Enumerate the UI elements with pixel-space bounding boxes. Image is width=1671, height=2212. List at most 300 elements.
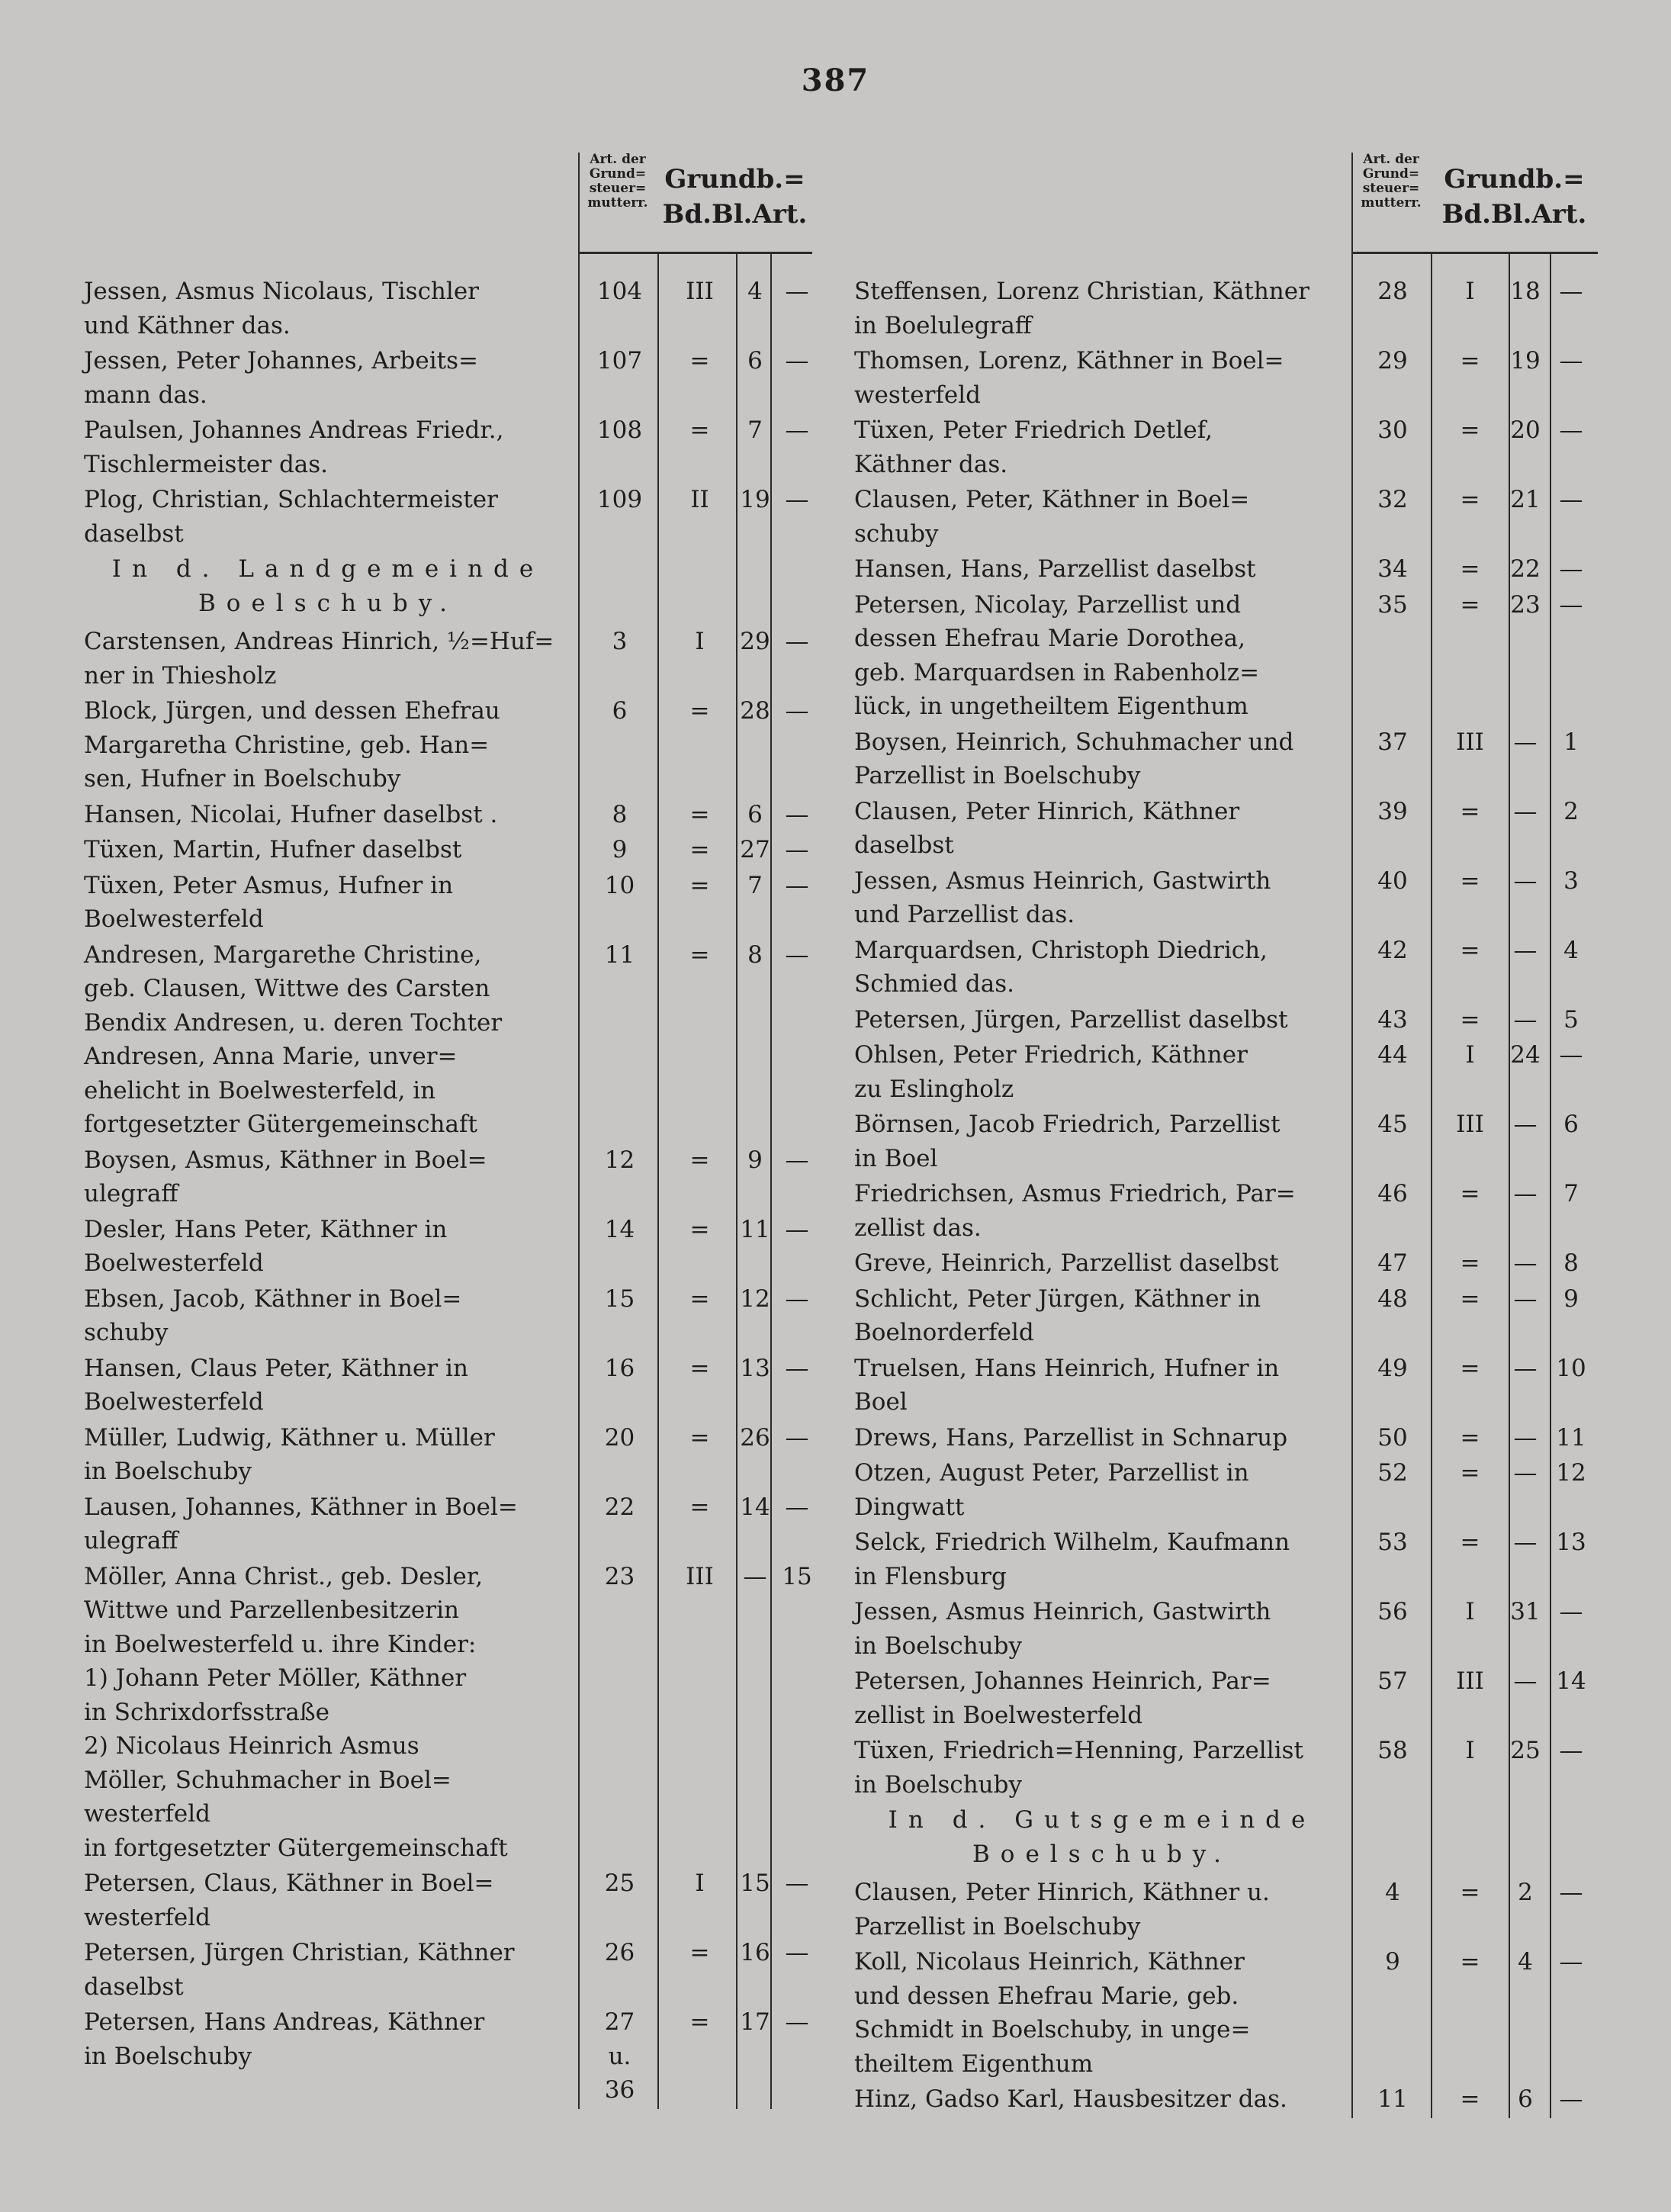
entry-art-number: 11	[604, 940, 635, 969]
entry-name-line: in Boelschuby	[854, 1770, 1022, 1799]
entry-art-number: 11	[1377, 2085, 1408, 2113]
entry-art-number: 57	[1377, 1667, 1408, 1695]
entry-blatt: 16	[740, 1939, 770, 1966]
entry-band: I	[1465, 1598, 1475, 1625]
entry-name-line: daselbst	[84, 519, 184, 548]
entry-name-line: Paulsen, Johannes Andreas Friedr.,	[84, 416, 504, 444]
art-header	[1351, 153, 1431, 259]
grundbuch-header-line: Bd.Bl.Art.	[1441, 199, 1587, 230]
entry-band: =	[1460, 1459, 1480, 1487]
entry-article: —	[785, 347, 809, 375]
column-rule	[736, 252, 737, 2109]
entry-blatt: 4	[747, 278, 763, 305]
section-heading: In d. Landgemeinde	[111, 555, 545, 583]
page-number: 387	[801, 63, 870, 98]
entry-name-line: Käthner das.	[854, 450, 1008, 478]
entry-article: —	[785, 697, 809, 725]
entry-name-line: Boelwesterfeld	[84, 1249, 264, 1277]
entry-name-line: Petersen, Nicolay, Parzellist und	[854, 590, 1242, 619]
art-header-line: mutterr.	[587, 195, 648, 211]
entry-name-line: sen, Hufner in Boelschuby	[84, 765, 401, 793]
entry-band: =	[689, 1215, 710, 1243]
entry-blatt: 15	[740, 1870, 770, 1897]
entry-band: I	[695, 628, 705, 655]
entry-blatt: 31	[1510, 1598, 1541, 1625]
entry-art-number: 56	[1377, 1598, 1408, 1625]
entry-art-number: 104	[596, 278, 643, 305]
entry-article: —	[1559, 1598, 1583, 1625]
entry-name-line: Tüxen, Peter Friedrich Detlef,	[854, 416, 1213, 444]
entry-name-line: Clausen, Peter Hinrich, Käthner	[854, 797, 1240, 825]
entry-art-number: 46	[1377, 1180, 1408, 1207]
entry-blatt: —	[1513, 728, 1538, 756]
entry-blatt: 17	[740, 2008, 770, 2036]
entry-name-line: Schmidt in Boelschuby, in unge=	[854, 2016, 1251, 2043]
entry-name-line: Jessen, Asmus Heinrich, Gastwirth	[854, 1598, 1271, 1625]
entry-art-number: 40	[1377, 866, 1408, 895]
entry-name-line: Möller, Anna Christ., geb. Desler,	[84, 1562, 484, 1590]
section-heading: Boelschuby.	[972, 1840, 1232, 1868]
entry-art-number: 6	[612, 697, 628, 725]
entry-name-line: Marquardsen, Christoph Diedrich,	[854, 936, 1268, 964]
entry-name-line: ulegraff	[84, 1180, 178, 1207]
entry-name-line: Schlicht, Peter Jürgen, Käthner in	[854, 1284, 1261, 1313]
entry-art-number: 14	[604, 1215, 635, 1243]
entry-art-number: 9	[612, 836, 628, 863]
entry-name-line: schuby	[84, 1319, 169, 1346]
entry-band: III	[686, 1562, 714, 1590]
entry-name-line: Truelsen, Hans Heinrich, Hufner in	[854, 1354, 1280, 1382]
entry-article: —	[785, 836, 809, 863]
entry-band: =	[689, 697, 710, 725]
section-heading: Boelschuby.	[198, 589, 458, 617]
entry-band: =	[689, 1423, 710, 1452]
grundbuch-header-line: Grundb.=	[1444, 164, 1585, 195]
entry-blatt: 19	[740, 486, 770, 513]
entry-art-number: 12	[604, 1146, 635, 1174]
entry-article: —	[785, 1146, 809, 1174]
entry-name-line: Desler, Hans Peter, Käthner in	[84, 1215, 448, 1243]
entry-band: =	[1460, 590, 1480, 619]
art-header	[578, 153, 657, 259]
entry-name-line: daselbst	[84, 1972, 184, 2001]
entry-name-line: in fortgesetzter Gütergemeinschaft	[84, 1834, 508, 1862]
entry-blatt: 11	[740, 1215, 770, 1243]
entry-article: —	[785, 486, 809, 513]
entry-name-line: 1) Johann Peter Möller, Käthner	[84, 1664, 467, 1692]
entry-blatt: 24	[1510, 1041, 1541, 1069]
art-header-line: steuer=	[589, 181, 647, 196]
entry-name-line: Schmied das.	[854, 970, 1015, 998]
entry-art-number: 22	[604, 1493, 635, 1521]
entry-band: I	[1465, 1041, 1475, 1069]
entry-name-line: Boel	[854, 1388, 908, 1416]
entry-name-line: Ohlsen, Peter Friedrich, Käthner	[854, 1041, 1248, 1069]
entry-article: 11	[1556, 1423, 1586, 1452]
entry-band: =	[1460, 1529, 1480, 1556]
entry-article: —	[785, 628, 809, 655]
entry-name-line: Tüxen, Peter Asmus, Hufner in	[84, 871, 454, 899]
entry-art-number: 16	[604, 1354, 635, 1382]
entry-name-line: fortgesetzter Gütergemeinschaft	[84, 1111, 477, 1138]
entry-art-number: 4	[1385, 1879, 1400, 1906]
entry-band: =	[1460, 2085, 1480, 2113]
entry-art-number: 8	[612, 800, 628, 828]
entry-name-line: Clausen, Peter Hinrich, Käthner u.	[854, 1879, 1270, 1906]
entry-name-line: Petersen, Jürgen, Parzellist daselbst	[854, 1005, 1288, 1034]
entry-name-line: in Schrixdorfsstraße	[84, 1698, 329, 1726]
entry-band: =	[1460, 1354, 1480, 1382]
grundbuch-header-line: Bd.Bl.Art.	[662, 199, 808, 230]
art-header-line: Art. der	[1363, 152, 1419, 167]
entry-blatt: 20	[1510, 416, 1541, 444]
entry-art-number: 25	[604, 1870, 635, 1897]
entry-band: III	[686, 278, 714, 305]
entry-name-line: Tüxen, Friedrich=Henning, Parzellist	[854, 1737, 1303, 1764]
entry-article: —	[785, 1354, 809, 1382]
entry-band: =	[689, 1284, 710, 1313]
entry-band: =	[1460, 1249, 1480, 1277]
entry-blatt: 6	[747, 800, 763, 828]
entry-band: =	[689, 1493, 710, 1521]
entry-name-line: und Käthner das.	[84, 311, 291, 339]
entry-blatt: —	[1513, 1354, 1538, 1382]
entry-article: 9	[1563, 1284, 1579, 1313]
entry-name-line: Petersen, Claus, Käthner in Boel=	[84, 1870, 494, 1897]
entry-article: —	[1559, 2085, 1583, 2113]
entry-article: —	[785, 800, 809, 828]
entry-name-line: Ebsen, Jacob, Käthner in Boel=	[84, 1284, 462, 1313]
art-header-line: mutterr.	[1361, 195, 1422, 211]
entry-band: =	[1460, 486, 1480, 513]
entry-blatt: —	[1513, 1423, 1538, 1452]
entry-blatt: 27	[740, 836, 770, 863]
entry-name-line: Tischlermeister das.	[84, 450, 329, 478]
entry-name-line: Greve, Heinrich, Parzellist daselbst	[854, 1249, 1279, 1277]
entry-name-line: Parzellist in Boelschuby	[854, 762, 1141, 789]
entry-band: =	[1460, 1948, 1480, 1976]
entry-blatt: 28	[740, 697, 770, 725]
entry-blatt: —	[1513, 1667, 1538, 1695]
entry-article: —	[1559, 416, 1583, 444]
entry-band: =	[1460, 416, 1480, 444]
entry-article: —	[1559, 590, 1583, 619]
entry-name-line: Friedrichsen, Asmus Friedrich, Par=	[854, 1180, 1296, 1207]
entry-blatt: 7	[747, 416, 763, 444]
entry-band: =	[689, 871, 710, 899]
entry-name-line: Börnsen, Jacob Friedrich, Parzellist	[854, 1111, 1281, 1138]
entry-article: 6	[1563, 1111, 1579, 1138]
entry-name-line: Boelnorderfeld	[854, 1319, 1034, 1346]
entry-name-line: Andresen, Anna Marie, unver=	[84, 1043, 458, 1070]
entry-blatt: 25	[1510, 1737, 1541, 1764]
entry-band: =	[1460, 797, 1480, 825]
entry-blatt: —	[1513, 1459, 1538, 1487]
column-rule	[1431, 252, 1432, 2118]
entry-name-line: zu Eslingholz	[854, 1075, 1014, 1103]
column-rule	[1550, 252, 1551, 2118]
entry-band: =	[1460, 1879, 1480, 1906]
entry-name-line: Selck, Friedrich Wilhelm, Kaufmann	[854, 1529, 1290, 1556]
entry-art-number: 53	[1377, 1529, 1408, 1556]
entry-name-line: ehelicht in Boelwesterfeld, in	[84, 1076, 436, 1104]
entry-band: III	[1456, 1111, 1484, 1138]
entry-art-number: 44	[1377, 1041, 1408, 1069]
entry-name-line: Jessen, Asmus Nicolaus, Tischler	[84, 278, 479, 305]
entry-name-line: Margaretha Christine, geb. Han=	[84, 731, 490, 759]
entry-name-line: Plog, Christian, Schlachtermeister	[84, 486, 498, 513]
entry-name-line: 2) Nicolaus Heinrich Asmus	[84, 1732, 419, 1760]
entry-name-line: ulegraff	[84, 1527, 178, 1555]
entry-blatt: —	[1513, 866, 1538, 895]
entry-name-line: schuby	[854, 519, 939, 548]
entry-blatt: 9	[747, 1146, 763, 1174]
entry-article: —	[1559, 1879, 1583, 1906]
entry-name-line: Koll, Nicolaus Heinrich, Käthner	[854, 1948, 1245, 1976]
entry-band: =	[689, 347, 710, 375]
entry-article: —	[785, 416, 809, 444]
entry-name-line: Parzellist in Boelschuby	[854, 1912, 1141, 1940]
entry-blatt: 23	[1510, 590, 1541, 619]
entry-band: =	[689, 416, 710, 444]
entry-article: 1	[1563, 728, 1579, 756]
entry-name-line: zellist das.	[854, 1214, 982, 1242]
entry-name-line: Hansen, Nicolai, Hufner daselbst .	[84, 800, 498, 828]
entry-name-line: daselbst	[854, 831, 954, 859]
entry-band: I	[695, 1870, 705, 1897]
entry-name-line: Jessen, Asmus Heinrich, Gastwirth	[854, 866, 1271, 895]
header-rule	[1351, 252, 1598, 254]
entry-band: =	[689, 940, 710, 969]
section-heading: In d. Gutsgemeinde	[888, 1806, 1316, 1834]
entry-article: —	[1559, 486, 1583, 513]
entry-band: II	[690, 486, 709, 513]
entry-name-line: Hinz, Gadso Karl, Hausbesitzer das.	[854, 2085, 1287, 2113]
column-rule	[578, 153, 580, 2109]
entry-band: =	[689, 800, 710, 828]
entry-name-line: Bendix Andresen, u. deren Tochter	[84, 1008, 503, 1037]
entry-article: —	[1559, 1737, 1583, 1764]
entry-art-number: 26	[604, 1939, 635, 1966]
entry-blatt: 19	[1510, 347, 1541, 375]
entry-blatt: —	[1513, 1284, 1538, 1313]
entry-art-number: 15	[604, 1284, 635, 1313]
entry-art-number: 108	[596, 416, 643, 444]
entry-article: —	[785, 1870, 809, 1897]
entry-blatt: 18	[1510, 278, 1541, 305]
entry-article: 14	[1556, 1667, 1586, 1695]
entry-blatt: 12	[740, 1284, 770, 1313]
entry-article: 4	[1563, 936, 1579, 964]
art-header-line: Grund=	[1362, 166, 1420, 182]
column-rule	[1509, 252, 1510, 2118]
column-rule	[770, 252, 772, 2109]
entry-name-line: ner in Thiesholz	[84, 661, 277, 690]
entry-art-number: 29	[1377, 347, 1408, 375]
entry-name-line: lück, in ungetheiltem Eigenthum	[854, 693, 1248, 720]
entry-article: 13	[1556, 1529, 1586, 1556]
entry-band: =	[1460, 347, 1480, 375]
entry-blatt: —	[1513, 936, 1538, 964]
entry-article: —	[1559, 347, 1583, 375]
entry-name-line: dessen Ehefrau Marie Dorothea,	[854, 625, 1245, 652]
entry-art-number: 43	[1377, 1005, 1408, 1034]
entry-article: 10	[1556, 1354, 1586, 1382]
entry-article: 5	[1563, 1005, 1579, 1034]
entry-blatt: —	[1513, 1111, 1538, 1138]
entry-art-number: 107	[596, 347, 643, 375]
entry-name-line: in Flensburg	[854, 1562, 1007, 1590]
entry-blatt: 21	[1510, 486, 1541, 513]
entry-art-number: 49	[1377, 1354, 1408, 1382]
entry-blatt: —	[1513, 797, 1538, 825]
entry-name-line: Boelwesterfeld	[84, 1388, 264, 1416]
entry-art-number: 58	[1377, 1737, 1408, 1764]
entry-art-number: 52	[1377, 1459, 1408, 1487]
entry-article: 7	[1563, 1180, 1579, 1207]
entry-article: —	[785, 278, 809, 305]
entry-article: 12	[1556, 1459, 1586, 1487]
entry-name-line: in Boelwesterfeld u. ihre Kinder:	[84, 1630, 477, 1658]
entry-name-line: Thomsen, Lorenz, Käthner in Boel=	[854, 347, 1284, 375]
entry-band: =	[689, 836, 710, 863]
entry-article: 8	[1563, 1249, 1579, 1277]
entry-blatt: 29	[740, 628, 770, 655]
entry-name-line: und Parzellist das.	[854, 901, 1075, 928]
entry-name-line: westerfeld	[84, 1903, 210, 1931]
entry-art-number: 45	[1377, 1111, 1408, 1138]
grundbuch-header-line: Grundb.=	[664, 164, 805, 195]
entry-name-line: Petersen, Hans Andreas, Käthner	[84, 2008, 485, 2036]
entry-art-number: 32	[1377, 486, 1408, 513]
entry-art-number: 9	[1385, 1948, 1400, 1976]
entry-article: 15	[782, 1562, 812, 1590]
entry-name-line: Möller, Schuhmacher in Boel=	[84, 1766, 451, 1794]
entry-blatt: 6	[747, 347, 763, 375]
entry-band: =	[689, 2008, 710, 2036]
entry-band: =	[1460, 1284, 1480, 1313]
entry-band: III	[1456, 728, 1484, 756]
entry-name-line: Block, Jürgen, und dessen Ehefrau	[84, 697, 500, 725]
entry-article: —	[785, 2008, 809, 2036]
entry-name-line: Boysen, Asmus, Käthner in Boel=	[84, 1146, 487, 1174]
entry-name-line: in Boelschuby	[84, 2042, 252, 2070]
entry-band: =	[1460, 1180, 1480, 1207]
entry-name-line: Jessen, Peter Johannes, Arbeits=	[84, 347, 478, 375]
entry-band: =	[689, 1939, 710, 1966]
entry-blatt: 22	[1510, 555, 1541, 583]
entry-art-number: 37	[1377, 728, 1408, 756]
entry-art-number: 3	[612, 628, 628, 655]
entry-article: —	[785, 1493, 809, 1521]
art-header-line: Grund=	[589, 166, 647, 182]
entry-article: —	[1559, 278, 1583, 305]
column-rule	[1351, 153, 1353, 2118]
entry-name-line: Lausen, Johannes, Käthner in Boel=	[84, 1493, 518, 1521]
entry-band: =	[689, 1146, 710, 1174]
entry-band: I	[1465, 278, 1475, 305]
entry-name-line: Boelwesterfeld	[84, 905, 264, 933]
entry-art-number: 39	[1377, 797, 1408, 825]
entry-blatt: —	[1513, 1180, 1538, 1207]
entry-band: III	[1456, 1667, 1484, 1695]
entry-name-line: und dessen Ehefrau Marie, geb.	[854, 1982, 1239, 2010]
entry-band: =	[1460, 555, 1480, 583]
entry-blatt: 13	[740, 1354, 770, 1382]
entry-art-number: 30	[1377, 416, 1408, 444]
entry-art-number: 50	[1377, 1423, 1408, 1452]
entry-name-line: in Boel	[854, 1144, 938, 1172]
entry-article: —	[785, 1423, 809, 1452]
entry-name-line: Dingwatt	[854, 1493, 965, 1521]
entry-blatt: —	[743, 1562, 767, 1590]
entry-band: =	[1460, 1423, 1480, 1452]
entry-article: —	[785, 940, 809, 969]
entry-name-line: Steffensen, Lorenz Christian, Käthner	[854, 278, 1309, 305]
art-header-line: steuer=	[1362, 181, 1420, 196]
entry-article: —	[1559, 1041, 1583, 1069]
entry-article: —	[1559, 1948, 1583, 1976]
entry-blatt: 26	[740, 1423, 770, 1452]
entry-art-number: 27 u. 36	[604, 2008, 635, 2104]
column-rule	[657, 252, 659, 2109]
entry-article: 3	[1563, 866, 1579, 895]
entry-blatt: 7	[747, 871, 763, 899]
entry-art-number: 28	[1377, 278, 1408, 305]
entry-blatt: —	[1513, 1529, 1538, 1556]
entry-name-line: zellist in Boelwesterfeld	[854, 1701, 1143, 1729]
entry-art-number: 48	[1377, 1284, 1408, 1313]
entry-band: I	[1465, 1737, 1475, 1764]
entry-name-line: Petersen, Johannes Heinrich, Par=	[854, 1667, 1271, 1695]
entry-article: —	[785, 871, 809, 899]
entry-blatt: 14	[740, 1493, 770, 1521]
entry-name-line: Clausen, Peter, Käthner in Boel=	[854, 486, 1250, 513]
entry-name-line: Andresen, Margarethe Christine,	[84, 940, 482, 969]
entry-art-number: 35	[1377, 590, 1408, 619]
entry-article: —	[785, 1939, 809, 1966]
entry-blatt: 8	[747, 940, 763, 969]
entry-name-line: westerfeld	[854, 381, 981, 409]
header-rule	[578, 252, 812, 254]
entry-name-line: geb. Clausen, Wittwe des Carsten	[84, 975, 490, 1002]
entry-name-line: in Boelschuby	[854, 1632, 1022, 1660]
entry-name-line: Wittwe und Parzellenbesitzerin	[84, 1596, 459, 1624]
entry-name-line: Drews, Hans, Parzellist in Schnarup	[854, 1423, 1288, 1452]
entry-band: =	[1460, 936, 1480, 964]
entry-art-number: 34	[1377, 555, 1408, 583]
entry-art-number: 10	[604, 871, 635, 899]
entry-name-line: westerfeld	[84, 1800, 210, 1828]
entry-name-line: Tüxen, Martin, Hufner daselbst	[84, 836, 462, 863]
entry-name-line: in Boelschuby	[84, 1458, 252, 1485]
entry-art-number: 23	[604, 1562, 635, 1590]
entry-name-line: mann das.	[84, 381, 207, 409]
entry-article: —	[785, 1284, 809, 1313]
entry-name-line: in Boelulegraff	[854, 311, 1032, 339]
entry-blatt: 2	[1518, 1879, 1533, 1906]
entry-art-number: 47	[1377, 1249, 1408, 1277]
entry-name-line: Müller, Ludwig, Käthner u. Müller	[84, 1423, 495, 1452]
entry-name-line: Petersen, Jürgen Christian, Käthner	[84, 1939, 515, 1966]
entry-article: —	[1559, 555, 1583, 583]
entry-band: =	[1460, 866, 1480, 895]
entry-art-number: 20	[604, 1423, 635, 1452]
entry-band: =	[689, 1354, 710, 1382]
entry-band: =	[1460, 1005, 1480, 1034]
entry-blatt: —	[1513, 1005, 1538, 1034]
art-header-line: Art. der	[590, 152, 646, 167]
